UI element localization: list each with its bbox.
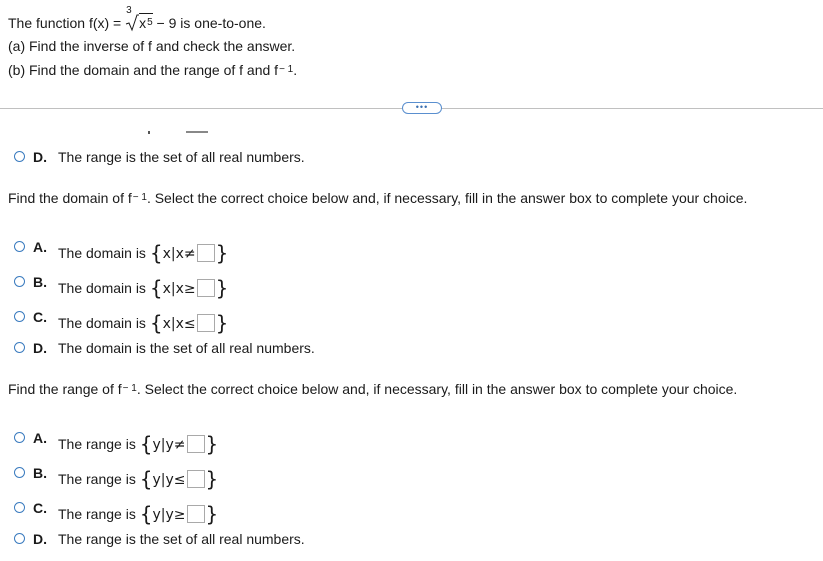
range-option-c-letter: C. bbox=[33, 500, 47, 516]
range-answer-box-b[interactable] bbox=[187, 470, 205, 488]
clipped-content-mark-2 bbox=[186, 131, 208, 133]
relation-symbol: ≠ bbox=[173, 437, 186, 453]
relation-symbol: ≤ bbox=[183, 316, 196, 332]
radicand-exponent: 5 bbox=[147, 17, 153, 28]
range-option-d-text: The range is the set of all real numbers. bbox=[58, 531, 305, 547]
domain-radio-b[interactable] bbox=[14, 276, 25, 287]
domain-option-a bbox=[58, 239, 228, 263]
problem-line-1 bbox=[8, 5, 266, 32]
left-brace: { bbox=[139, 467, 153, 491]
problem-line-3 bbox=[8, 62, 297, 78]
set-var: x bbox=[162, 281, 171, 297]
radical-sign bbox=[125, 14, 139, 32]
set-builder-a: {x|x≠ } bbox=[149, 241, 229, 265]
relation-symbol: ≥ bbox=[173, 507, 186, 523]
range-prompt-rest: . Select the correct choice below and, if necessary, fill in the answer box to complete your choice. bbox=[136, 381, 738, 397]
radicand-rest: − 9 bbox=[152, 15, 177, 31]
domain-answer-box-c[interactable] bbox=[197, 314, 215, 332]
line3-text: (b) Find the domain and the range of f and f bbox=[8, 62, 279, 78]
domain-prompt-rest: . Select the correct choice below and, if necessary, fill in the answer box to complete your choice. bbox=[146, 190, 748, 206]
domain-prompt-text: Find the domain of f bbox=[8, 190, 132, 206]
right-brace: } bbox=[215, 311, 229, 335]
set-builder-range-c: {y|y≥ } bbox=[139, 502, 219, 526]
domain-answer-box-a[interactable] bbox=[197, 244, 215, 262]
right-brace: } bbox=[215, 276, 229, 300]
set-var: x bbox=[162, 316, 171, 332]
expand-more-button[interactable]: ••• bbox=[402, 102, 442, 114]
range-radio-b[interactable] bbox=[14, 467, 25, 478]
set-var: y bbox=[152, 437, 161, 453]
range-answer-box-a[interactable] bbox=[187, 435, 205, 453]
domain-prompt bbox=[8, 190, 747, 206]
domain-radio-d[interactable] bbox=[14, 342, 25, 353]
range-radio-d[interactable] bbox=[14, 533, 25, 544]
range-option-d-letter: D. bbox=[33, 531, 47, 547]
domain-option-c bbox=[58, 309, 228, 333]
relation-symbol: ≥ bbox=[183, 281, 196, 297]
domain-option-a-text: The domain is bbox=[58, 245, 150, 261]
relation-symbol: ≤ bbox=[173, 472, 186, 488]
function-label: The function f(x) = bbox=[8, 15, 126, 31]
left-brace: { bbox=[149, 311, 163, 335]
left-brace: { bbox=[139, 432, 153, 456]
set-var-2: y bbox=[165, 507, 174, 523]
domain-option-b-text: The domain is bbox=[58, 280, 150, 296]
domain-inverse-superscript: − 1 bbox=[132, 192, 147, 203]
right-brace: } bbox=[215, 241, 229, 265]
set-builder-range-a: {y|y≠ } bbox=[139, 432, 219, 456]
range-option-c bbox=[58, 500, 218, 524]
line3-period: . bbox=[293, 62, 298, 78]
right-brace: } bbox=[205, 467, 219, 491]
prev-option-text: The range is the set of all real numbers. bbox=[58, 149, 305, 165]
domain-option-d-text: The domain is the set of all real numbers. bbox=[58, 340, 315, 356]
domain-option-c-text: The domain is bbox=[58, 315, 150, 331]
relation-symbol: ≠ bbox=[183, 246, 196, 262]
problem-line-2: (a) Find the inverse of f and check the answer. bbox=[8, 38, 296, 54]
domain-option-a-letter: A. bbox=[33, 239, 47, 255]
set-var-2: x bbox=[175, 316, 184, 332]
set-var-2: y bbox=[165, 437, 174, 453]
right-brace: } bbox=[205, 432, 219, 456]
clipped-content-mark bbox=[148, 131, 150, 134]
domain-radio-c[interactable] bbox=[14, 311, 25, 322]
range-prompt-text: Find the range of f bbox=[8, 381, 122, 397]
set-var-2: y bbox=[165, 472, 174, 488]
range-option-b-letter: B. bbox=[33, 465, 47, 481]
domain-option-b bbox=[58, 274, 228, 298]
domain-option-c-letter: C. bbox=[33, 309, 47, 325]
domain-radio-a[interactable] bbox=[14, 241, 25, 252]
range-option-a bbox=[58, 430, 218, 454]
left-brace: { bbox=[139, 502, 153, 526]
domain-option-b-letter: B. bbox=[33, 274, 47, 290]
range-radio-c[interactable] bbox=[14, 502, 25, 513]
cube-root-expression bbox=[125, 5, 177, 32]
one-to-one-text: is one-to-one. bbox=[176, 15, 266, 31]
range-option-b bbox=[58, 465, 218, 489]
root-index: 3 bbox=[126, 5, 132, 16]
set-var: x bbox=[162, 246, 171, 262]
set-builder-b: {x|x≥ } bbox=[149, 276, 229, 300]
domain-answer-box-b[interactable] bbox=[197, 279, 215, 297]
left-brace: { bbox=[149, 241, 163, 265]
range-option-c-text: The range is bbox=[58, 506, 140, 522]
range-option-a-letter: A. bbox=[33, 430, 47, 446]
left-brace: { bbox=[149, 276, 163, 300]
range-radio-a[interactable] bbox=[14, 432, 25, 443]
radicand-base: x bbox=[139, 15, 147, 31]
set-var: y bbox=[152, 507, 161, 523]
domain-option-d-letter: D. bbox=[33, 340, 47, 356]
inverse-superscript: − 1 bbox=[279, 64, 294, 75]
range-answer-box-c[interactable] bbox=[187, 505, 205, 523]
range-prompt bbox=[8, 381, 737, 397]
set-var-2: x bbox=[175, 246, 184, 262]
range-inverse-superscript: − 1 bbox=[122, 383, 137, 394]
prev-option-letter: D. bbox=[33, 149, 47, 165]
prev-radio-d[interactable] bbox=[14, 151, 25, 162]
set-var: y bbox=[152, 472, 161, 488]
set-builder-range-b: {y|y≤ } bbox=[139, 467, 219, 491]
set-var-2: x bbox=[175, 281, 184, 297]
range-option-a-text: The range is bbox=[58, 436, 140, 452]
range-option-b-text: The range is bbox=[58, 471, 140, 487]
set-builder-c: {x|x≤ } bbox=[149, 311, 229, 335]
right-brace: } bbox=[205, 502, 219, 526]
